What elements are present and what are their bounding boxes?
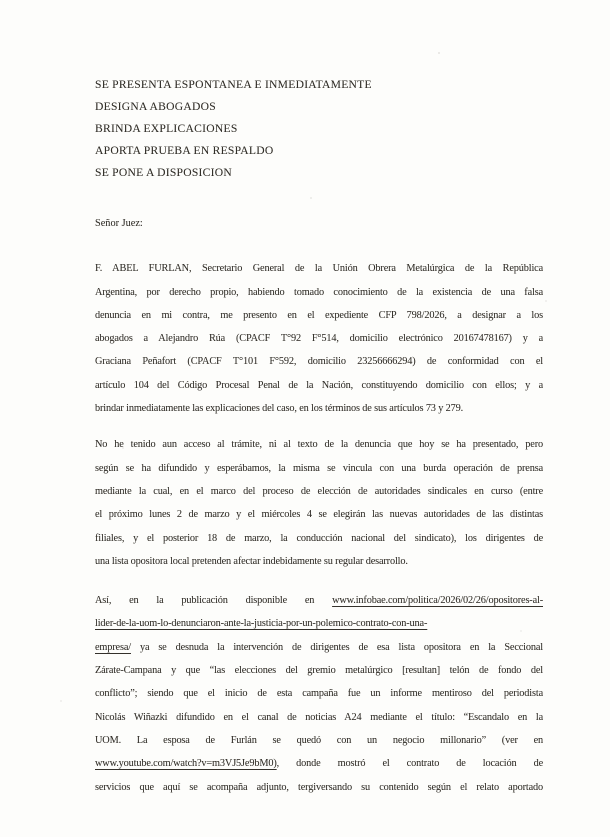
text-line — [95, 682, 543, 705]
url-text: empresa/ — [95, 641, 131, 653]
text-line — [95, 327, 543, 350]
header-line: APORTA PRUEBA EN RESPALDO — [95, 144, 274, 157]
text-segment: Nicolás Wiñazki difundido en el canal de noticias A24 mediante el título: “Escandalo en la — [95, 711, 543, 723]
text-line — [95, 636, 543, 659]
salutation: Señor Juez: — [95, 218, 143, 229]
text-line — [95, 550, 543, 573]
text-segment: No he tenido aun acceso al trámite, ni al texto de la denuncia que hoy se ha presentado, pero — [95, 439, 543, 451]
text-segment: , donde mostró el contrato de locación de — [276, 758, 543, 770]
text-line — [95, 527, 543, 550]
text-line — [95, 457, 543, 480]
text-line — [95, 397, 543, 420]
text-line — [95, 350, 543, 373]
text-segment: una lista opositora local pretenden afectar indebidamente su regular desarrollo. — [95, 555, 408, 567]
text-segment: filiales, y el posterior 18 de marzo, la conducción nacional del sindicato), los dirigentes de — [95, 532, 543, 544]
text-segment: UOM. La esposa de Furlán se quedó con un negocio millonario” (ver en — [95, 734, 543, 746]
text-segment: según se ha difundido y esperábamos, la misma se vincula con una burda operación de prensa — [95, 462, 543, 474]
text-line — [95, 729, 543, 752]
text-line — [95, 659, 543, 682]
text-segment: ya se desnuda la intervención de dirigentes de esa lista opositora en la Seccional — [130, 641, 543, 653]
paragraph — [95, 589, 543, 799]
document-paragraphs — [95, 257, 543, 799]
url-text: lider-de-la-uom-lo-denunciaron-ante-la-justicia-por-un-polemico-contrato-con-una- — [95, 618, 428, 630]
text-line — [95, 589, 543, 612]
header-line: BRINDA EXPLICACIONES — [95, 122, 238, 135]
text-segment: Graciana Peñafort (CPACF T°101 F°592, domicilio 23256666294) de conformidad con el — [95, 356, 543, 368]
text-segment: abogados a Alejandro Rúa (CPACF T°92 F°514, domicilio electrónico 20167478167) y a — [95, 333, 543, 345]
paragraph — [95, 433, 543, 573]
text-line — [95, 776, 543, 799]
header-line: SE PRESENTA ESPONTANEA E INMEDIATAMENTE — [95, 78, 372, 91]
paragraph — [95, 257, 543, 420]
text-line — [95, 304, 543, 327]
text-segment: conflicto”; siendo que el inicio de esta campaña fue un informe mentiroso del periodista — [95, 688, 543, 700]
text-line — [95, 706, 543, 729]
text-segment: mediante la cual, en el marco del proceso de elección de autoridades sindicales en curso (entre — [95, 485, 543, 497]
url-text: www.infobae.com/politica/2026/02/26/opositores-al- — [332, 595, 543, 607]
header-line: DESIGNA ABOGADOS — [95, 100, 216, 113]
text-segment: servicios que aquí se acompaña adjunto, tergiversando su contenido según el relato aportado — [95, 781, 543, 793]
text-segment: brindar inmediatamente las explicaciones del caso, en los términos de sus artículos 73 y 279. — [95, 403, 464, 415]
text-segment: Zárate-Campana y que “las elecciones del gremio metalúrgico [resultan] telón de fondo del — [95, 665, 543, 677]
document-content — [95, 0, 543, 799]
text-segment: F. ABEL FURLAN, Secretario General de la Unión Obrera Metalúrgica de la República — [95, 263, 543, 275]
text-line — [95, 480, 543, 503]
text-line — [95, 433, 543, 456]
text-segment: Así, en la publicación disponible en — [95, 595, 333, 607]
text-segment: el próximo lunes 2 de marzo y el miércoles 4 se elegirán las nuevas autoridades de las distintas — [95, 509, 543, 521]
text-line — [95, 374, 543, 397]
url-text: www.youtube.com/watch?v=m3VJ5Je9bM0) — [95, 758, 277, 770]
petition-header-block — [95, 0, 543, 184]
text-segment: denuncia en mi contra, me presento en el expediente CFP 798/2026, a designar a los — [95, 309, 543, 321]
header-line: SE PONE A DISPOSICION — [95, 166, 232, 179]
text-segment: artículo 104 del Código Procesal Penal de la Nación, constituyendo domicilio con ellos; y a — [95, 379, 543, 391]
scan-speckles — [0, 0, 2, 2]
text-line — [95, 281, 543, 304]
text-line — [95, 257, 543, 280]
text-line — [95, 612, 543, 635]
text-line — [95, 752, 543, 775]
text-segment: Argentina, por derecho propio, habiendo tomado conocimiento de la existencia de una falsa — [95, 286, 543, 298]
text-line — [95, 503, 543, 526]
